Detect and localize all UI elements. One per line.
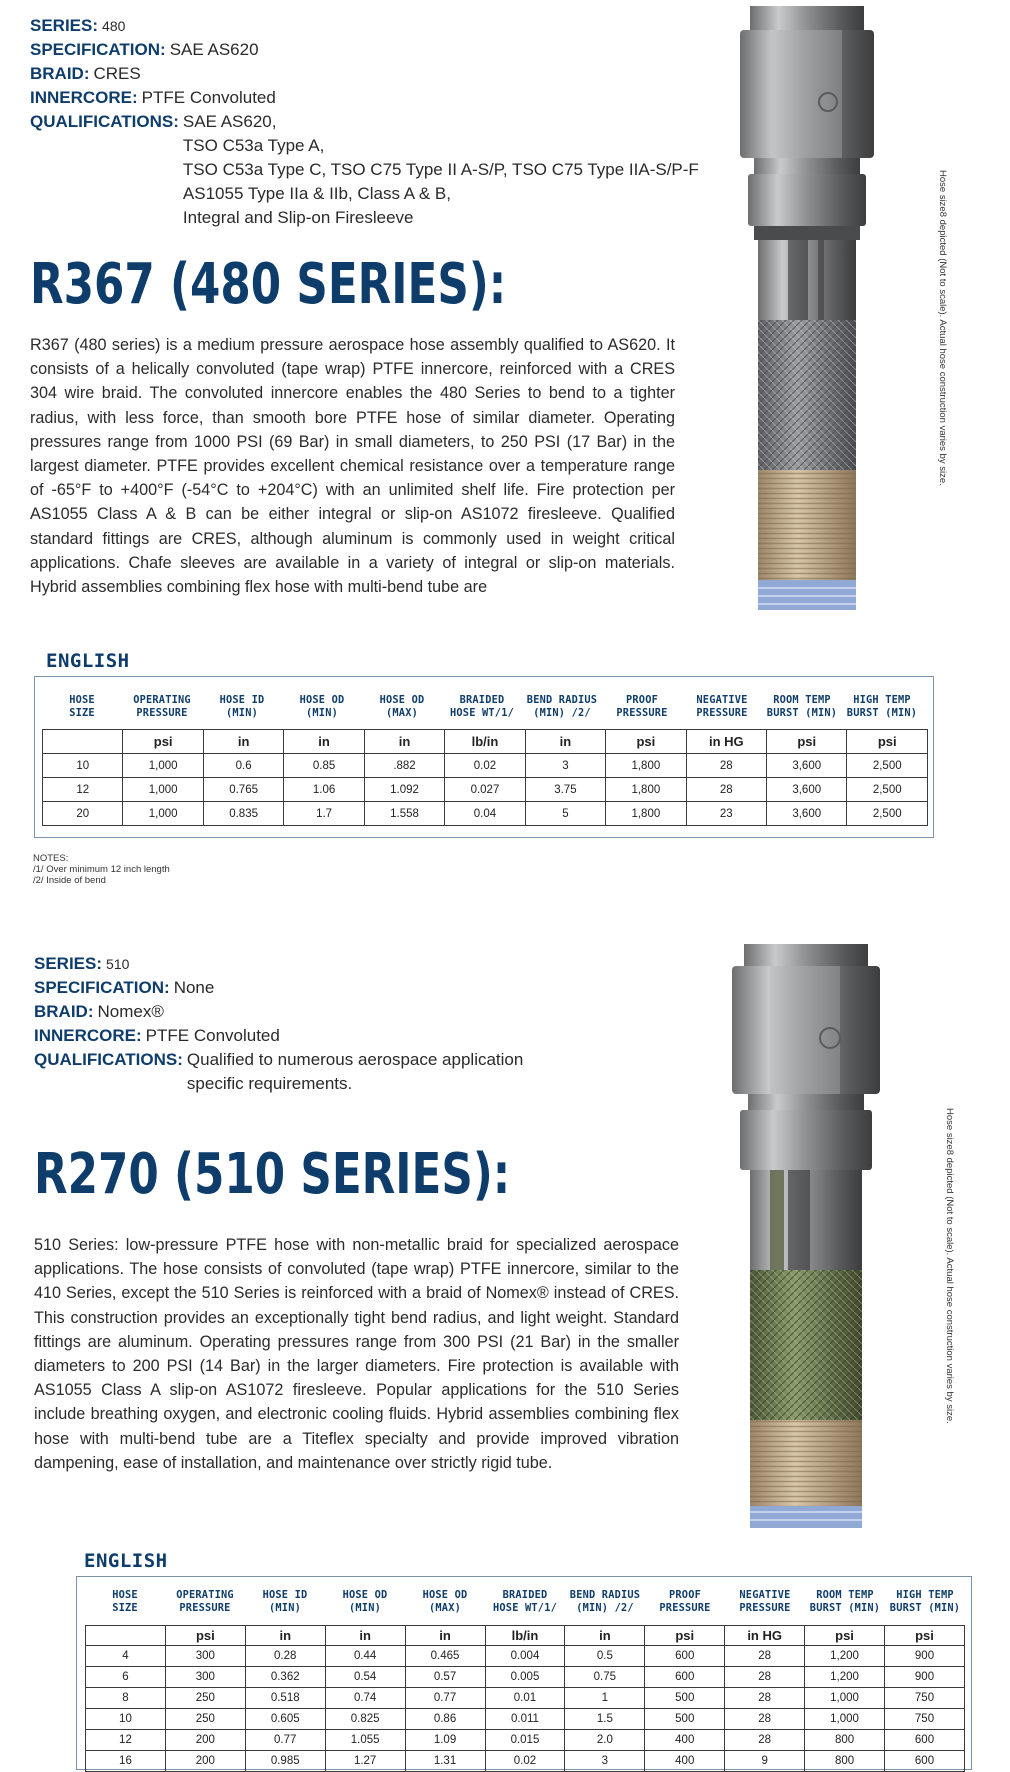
table-cell: 28 xyxy=(725,1709,805,1730)
table-cell: 28 xyxy=(686,778,766,802)
col-head-bend-radius: BEND RADIUS (MIN) /2/ xyxy=(526,694,598,719)
table-cell: 3.75 xyxy=(525,778,605,802)
table-cell: 12 xyxy=(86,1730,166,1751)
table-cell: 9 xyxy=(725,1751,805,1772)
table-cell: 0.362 xyxy=(245,1667,325,1688)
table-cell: 1.09 xyxy=(405,1730,485,1751)
table-row xyxy=(43,778,928,802)
qualification-line: Qualified to numerous aerospace application xyxy=(186,1050,524,1069)
table-cell: 10 xyxy=(43,754,123,778)
col-head-hose-size: HOSE SIZE xyxy=(69,694,95,719)
specification-value: SAE AS620 xyxy=(169,40,259,59)
table-row xyxy=(43,802,928,826)
col-head-room-temp-burst: ROOM TEMP BURST (MIN) xyxy=(809,1589,881,1614)
note-1: /1/ Over minimum 12 inch length xyxy=(33,864,170,875)
table-cell: 0.77 xyxy=(405,1688,485,1709)
table-cell: 1.06 xyxy=(284,778,364,802)
table-cell: 3,600 xyxy=(767,778,847,802)
table-cell: 400 xyxy=(645,1751,725,1772)
r270-section xyxy=(0,920,1010,1772)
table-cell: 800 xyxy=(805,1730,885,1751)
innercore-value: PTFE Convoluted xyxy=(145,1026,280,1045)
col-head-high-temp-burst: HIGH TEMP BURST (MIN) xyxy=(846,694,918,719)
table-cell: 28 xyxy=(725,1730,805,1751)
col-head-high-temp-burst: HIGH TEMP BURST (MIN) xyxy=(889,1589,961,1614)
table-cell: 2,500 xyxy=(847,778,928,802)
qualifications-list xyxy=(187,1048,523,1096)
table-cell: 3,600 xyxy=(767,802,847,826)
qualifications-label: QUALIFICATIONS: xyxy=(34,1050,183,1069)
table-cell: 0.75 xyxy=(565,1667,645,1688)
qualification-line: TSO C53a Type C, TSO C75 Type II A-S/P, TSO C75 Type IIA-S/P-F xyxy=(182,160,699,179)
specification-row xyxy=(34,976,523,1000)
unit-row xyxy=(43,730,928,754)
unit-cell: in HG xyxy=(686,730,766,754)
table-cell: 1,000 xyxy=(805,1709,885,1730)
col-head-proof-pressure: PROOF PRESSURE xyxy=(659,1589,711,1614)
table-row xyxy=(86,1688,965,1709)
table-cell: 0.985 xyxy=(245,1751,325,1772)
table-cell: 1.27 xyxy=(325,1751,405,1772)
table-cell: 0.01 xyxy=(485,1688,565,1709)
table-cell: 750 xyxy=(885,1688,965,1709)
qualifications-label: QUALIFICATIONS: xyxy=(30,112,179,131)
col-head-hose-od-min: HOSE OD (MIN) xyxy=(342,1589,388,1614)
table-cell: 3 xyxy=(525,754,605,778)
series-row xyxy=(34,952,523,976)
hose-assembly-image xyxy=(732,6,882,610)
r367-notes xyxy=(33,853,170,886)
table-cell: 0.004 xyxy=(485,1646,565,1667)
braid-row xyxy=(34,1000,523,1024)
table-cell: 10 xyxy=(86,1709,166,1730)
table-cell: .882 xyxy=(364,754,444,778)
qualification-line: TSO C53a Type A, xyxy=(182,136,325,155)
table-cell: 4 xyxy=(86,1646,166,1667)
table-cell: 2,500 xyxy=(847,754,928,778)
r270-table-heading: ENGLISH xyxy=(84,1550,168,1572)
innercore-row xyxy=(30,86,699,110)
unit-cell: psi xyxy=(606,730,686,754)
table-cell: 1,800 xyxy=(606,802,686,826)
r270-title: R270 (510 SERIES): xyxy=(34,1142,511,1207)
table-cell: 1.5 xyxy=(565,1709,645,1730)
table-cell: 3,600 xyxy=(767,754,847,778)
col-head-proof-pressure: PROOF PRESSURE xyxy=(616,694,668,719)
specification-row xyxy=(30,38,699,62)
table-cell: 2.0 xyxy=(565,1730,645,1751)
table-cell: 0.518 xyxy=(245,1688,325,1709)
table-cell: 0.835 xyxy=(203,802,283,826)
table-cell: 400 xyxy=(645,1730,725,1751)
table-cell: 500 xyxy=(645,1688,725,1709)
table-row xyxy=(86,1730,965,1751)
table-cell: 500 xyxy=(645,1709,725,1730)
r270-data-table xyxy=(85,1625,965,1772)
qualifications-row xyxy=(34,1048,523,1096)
table-cell: 0.77 xyxy=(245,1730,325,1751)
unit-cell: psi xyxy=(767,730,847,754)
braid-value: CRES xyxy=(93,64,141,83)
col-head-negative-pressure: NEGATIVE PRESSURE xyxy=(739,1589,791,1614)
table-cell: 750 xyxy=(885,1709,965,1730)
r270-image-note: Hose size8 depicted (Not to scale). Actual hose construction varies by size. xyxy=(944,1108,955,1424)
specification-label: SPECIFICATION: xyxy=(34,978,170,997)
r367-data-table xyxy=(42,729,928,826)
table-cell: 28 xyxy=(725,1667,805,1688)
table-cell: 1 xyxy=(565,1688,645,1709)
series-label: SERIES: xyxy=(30,16,99,35)
table-cell: 0.5 xyxy=(565,1646,645,1667)
col-head-hose-id-min: HOSE ID (MIN) xyxy=(262,1589,308,1614)
innercore-label: INNERCORE: xyxy=(30,88,138,107)
table-cell: 1,000 xyxy=(123,802,203,826)
braid-row xyxy=(30,62,699,86)
table-cell: 900 xyxy=(885,1667,965,1688)
unit-cell xyxy=(86,1626,166,1646)
table-cell: 0.015 xyxy=(485,1730,565,1751)
table-cell: 3 xyxy=(565,1751,645,1772)
col-head-hose-od-min: HOSE OD (MIN) xyxy=(299,694,345,719)
note-2: /2/ Inside of bend xyxy=(33,875,106,886)
table-cell: 1.7 xyxy=(284,802,364,826)
table-cell: 1,200 xyxy=(805,1646,885,1667)
table-cell: 0.825 xyxy=(325,1709,405,1730)
col-head-operating-pressure: OPERATING PRESSURE xyxy=(133,694,191,719)
unit-cell: psi xyxy=(165,1626,245,1646)
unit-cell: in xyxy=(565,1626,645,1646)
col-head-hose-od-max: HOSE OD (MAX) xyxy=(379,694,425,719)
table-row xyxy=(86,1751,965,1772)
innercore-label: INNERCORE: xyxy=(34,1026,142,1045)
col-head-hose-id-min: HOSE ID (MIN) xyxy=(219,694,265,719)
unit-cell: psi xyxy=(645,1626,725,1646)
qualification-line: SAE AS620, xyxy=(182,112,277,131)
col-head-braided-hose-wt: BRAIDED HOSE WT/1/ xyxy=(493,1589,557,1614)
r270-spec-block xyxy=(34,952,523,1096)
table-cell: 300 xyxy=(165,1646,245,1667)
table-cell: 28 xyxy=(725,1646,805,1667)
table-cell: 1.558 xyxy=(364,802,444,826)
r367-header-row xyxy=(42,686,928,728)
col-head-negative-pressure: NEGATIVE PRESSURE xyxy=(696,694,748,719)
table-cell: 800 xyxy=(805,1751,885,1772)
col-head-braided-hose-wt: BRAIDED HOSE WT/1/ xyxy=(450,694,514,719)
table-cell: 0.605 xyxy=(245,1709,325,1730)
table-cell: 0.57 xyxy=(405,1667,485,1688)
table-cell: 900 xyxy=(885,1646,965,1667)
unit-cell xyxy=(43,730,123,754)
table-cell: 0.86 xyxy=(405,1709,485,1730)
unit-cell: psi xyxy=(123,730,203,754)
col-head-hose-size: HOSE SIZE xyxy=(112,1589,138,1614)
table-cell: 250 xyxy=(165,1709,245,1730)
hose-assembly-image xyxy=(726,944,886,1528)
unit-cell: in xyxy=(405,1626,485,1646)
table-cell: 2,500 xyxy=(847,802,928,826)
table-cell: 0.74 xyxy=(325,1688,405,1709)
unit-cell: psi xyxy=(885,1626,965,1646)
braid-value: Nomex® xyxy=(97,1002,164,1021)
unit-cell: in xyxy=(203,730,283,754)
specification-label: SPECIFICATION: xyxy=(30,40,166,59)
table-cell: 0.85 xyxy=(284,754,364,778)
table-cell: 1.055 xyxy=(325,1730,405,1751)
table-row xyxy=(86,1667,965,1688)
series-value: 510 xyxy=(106,956,130,972)
col-head-room-temp-burst: ROOM TEMP BURST (MIN) xyxy=(766,694,838,719)
unit-cell: in xyxy=(525,730,605,754)
table-cell: 0.6 xyxy=(203,754,283,778)
table-cell: 600 xyxy=(645,1646,725,1667)
table-cell: 1.31 xyxy=(405,1751,485,1772)
table-cell: 600 xyxy=(645,1667,725,1688)
table-cell: 1,200 xyxy=(805,1667,885,1688)
unit-cell: psi xyxy=(805,1626,885,1646)
qualifications-row xyxy=(30,110,699,230)
r270-header-row xyxy=(85,1581,965,1623)
table-cell: 16 xyxy=(86,1751,166,1772)
table-cell: 600 xyxy=(885,1751,965,1772)
table-cell: 23 xyxy=(686,802,766,826)
table-cell: 0.005 xyxy=(485,1667,565,1688)
r367-table-heading: ENGLISH xyxy=(46,650,130,672)
qualification-line: Integral and Slip-on Firesleeve xyxy=(182,208,414,227)
table-cell: 200 xyxy=(165,1751,245,1772)
r367-spec-table xyxy=(34,676,934,838)
notes-heading: NOTES: xyxy=(33,853,69,864)
table-cell: 0.44 xyxy=(325,1646,405,1667)
table-cell: 0.28 xyxy=(245,1646,325,1667)
unit-cell: in xyxy=(325,1626,405,1646)
r367-title: R367 (480 SERIES): xyxy=(30,252,507,317)
qualification-line: specific requirements. xyxy=(186,1074,353,1093)
col-head-operating-pressure: OPERATING PRESSURE xyxy=(176,1589,234,1614)
table-cell: 28 xyxy=(686,754,766,778)
r367-spec-block xyxy=(30,14,699,230)
r270-spec-table xyxy=(76,1576,972,1770)
table-cell: 1,800 xyxy=(606,778,686,802)
table-cell: 20 xyxy=(43,802,123,826)
table-row xyxy=(86,1646,965,1667)
r367-description: R367 (480 series) is a medium pressure aerospace hose assembly qualified to AS620. It consists of a helically convoluted (tape wrap) PTFE innercore, reinforced with a CRES 304 wire braid. The convoluted innercore enables the 480 Series to bend to a tighter radius, with less force, than smooth bore PTFE hose of similar diameter. Operating pressures range from 1000 PSI (69 Bar) in small diameters, to 250 PSI (17 Bar) in the largest diameter. PTFE provides excellent chemical resistance over a temperature range of -65°F to +400°F (-54°C to +204°C) with an unlimited shelf life. Fire protection per AS1055 Class A & B can be either integral or slip-on AS1072 firesleeve. Qualified standard fittings are CRES, although aluminum is commonly used in weight critical applications. Chafe sleeves are available in a variety of integral or slip-on materials. Hybrid assemblies combining flex hose with multi-bend tube are xyxy=(30,336,675,597)
table-cell: 200 xyxy=(165,1730,245,1751)
table-cell: 1,000 xyxy=(123,778,203,802)
table-row xyxy=(43,754,928,778)
unit-cell: in xyxy=(245,1626,325,1646)
table-cell: 600 xyxy=(885,1730,965,1751)
table-cell: 0.027 xyxy=(445,778,525,802)
innercore-value: PTFE Convoluted xyxy=(141,88,276,107)
table-cell: 250 xyxy=(165,1688,245,1709)
series-row xyxy=(30,14,699,38)
table-cell: 1.092 xyxy=(364,778,444,802)
qualification-line: AS1055 Type IIa & IIb, Class A & B, xyxy=(182,184,451,203)
table-cell: 0.54 xyxy=(325,1667,405,1688)
r367-image-note: Hose size8 depicted (Not to scale). Actual hose construction varies by size. xyxy=(937,170,948,486)
table-cell: 5 xyxy=(525,802,605,826)
braid-label: BRAID: xyxy=(30,64,90,83)
unit-cell: lb/in xyxy=(445,730,525,754)
table-cell: 1,000 xyxy=(805,1688,885,1709)
specification-value: None xyxy=(173,978,215,997)
unit-row xyxy=(86,1626,965,1646)
series-label: SERIES: xyxy=(34,954,103,973)
table-cell: 300 xyxy=(165,1667,245,1688)
r270-description: 510 Series: low-pressure PTFE hose with non-metallic braid for specialized aerospace applications. The hose consists of convoluted (tape wrap) PTFE innercore, similar to the 410 Series, except the 510 Series is reinforced with a braid of Nomex® instead of CRES. This construction provides an exceptionally tight bend radius, and light weight. Standard fittings are aluminum. Operating pressures range from 300 PSI (21 Bar) in the smaller diameters to 200 PSI (14 Bar) in the larger diameters. Fire protection is available with AS1055 Class A slip-on AS1072 firesleeve. Popular applications for the 510 Series include breathing oxygen, and electronic cooling fluids. Hybrid assemblies combining flex hose with multi-bend tube are a Titeflex specialty and provide improved vibration dampening, ease of installation, and maintenance over strictly rigid tube. xyxy=(34,1236,679,1472)
unit-cell: in xyxy=(364,730,444,754)
unit-cell: in xyxy=(284,730,364,754)
col-head-bend-radius: BEND RADIUS (MIN) /2/ xyxy=(569,1589,641,1614)
col-head-hose-od-max: HOSE OD (MAX) xyxy=(422,1589,468,1614)
table-cell: 8 xyxy=(86,1688,166,1709)
innercore-row xyxy=(34,1024,523,1048)
table-cell: 0.02 xyxy=(445,754,525,778)
braid-label: BRAID: xyxy=(34,1002,94,1021)
table-row xyxy=(86,1709,965,1730)
table-cell: 1,800 xyxy=(606,754,686,778)
qualifications-list xyxy=(183,110,699,230)
series-value: 480 xyxy=(102,18,126,34)
table-cell: 6 xyxy=(86,1667,166,1688)
table-cell: 12 xyxy=(43,778,123,802)
unit-cell: lb/in xyxy=(485,1626,565,1646)
unit-cell: in HG xyxy=(725,1626,805,1646)
unit-cell: psi xyxy=(847,730,928,754)
table-cell: 0.02 xyxy=(485,1751,565,1772)
table-cell: 0.465 xyxy=(405,1646,485,1667)
table-cell: 0.011 xyxy=(485,1709,565,1730)
table-cell: 28 xyxy=(725,1688,805,1709)
table-cell: 0.765 xyxy=(203,778,283,802)
table-cell: 1,000 xyxy=(123,754,203,778)
table-cell: 0.04 xyxy=(445,802,525,826)
